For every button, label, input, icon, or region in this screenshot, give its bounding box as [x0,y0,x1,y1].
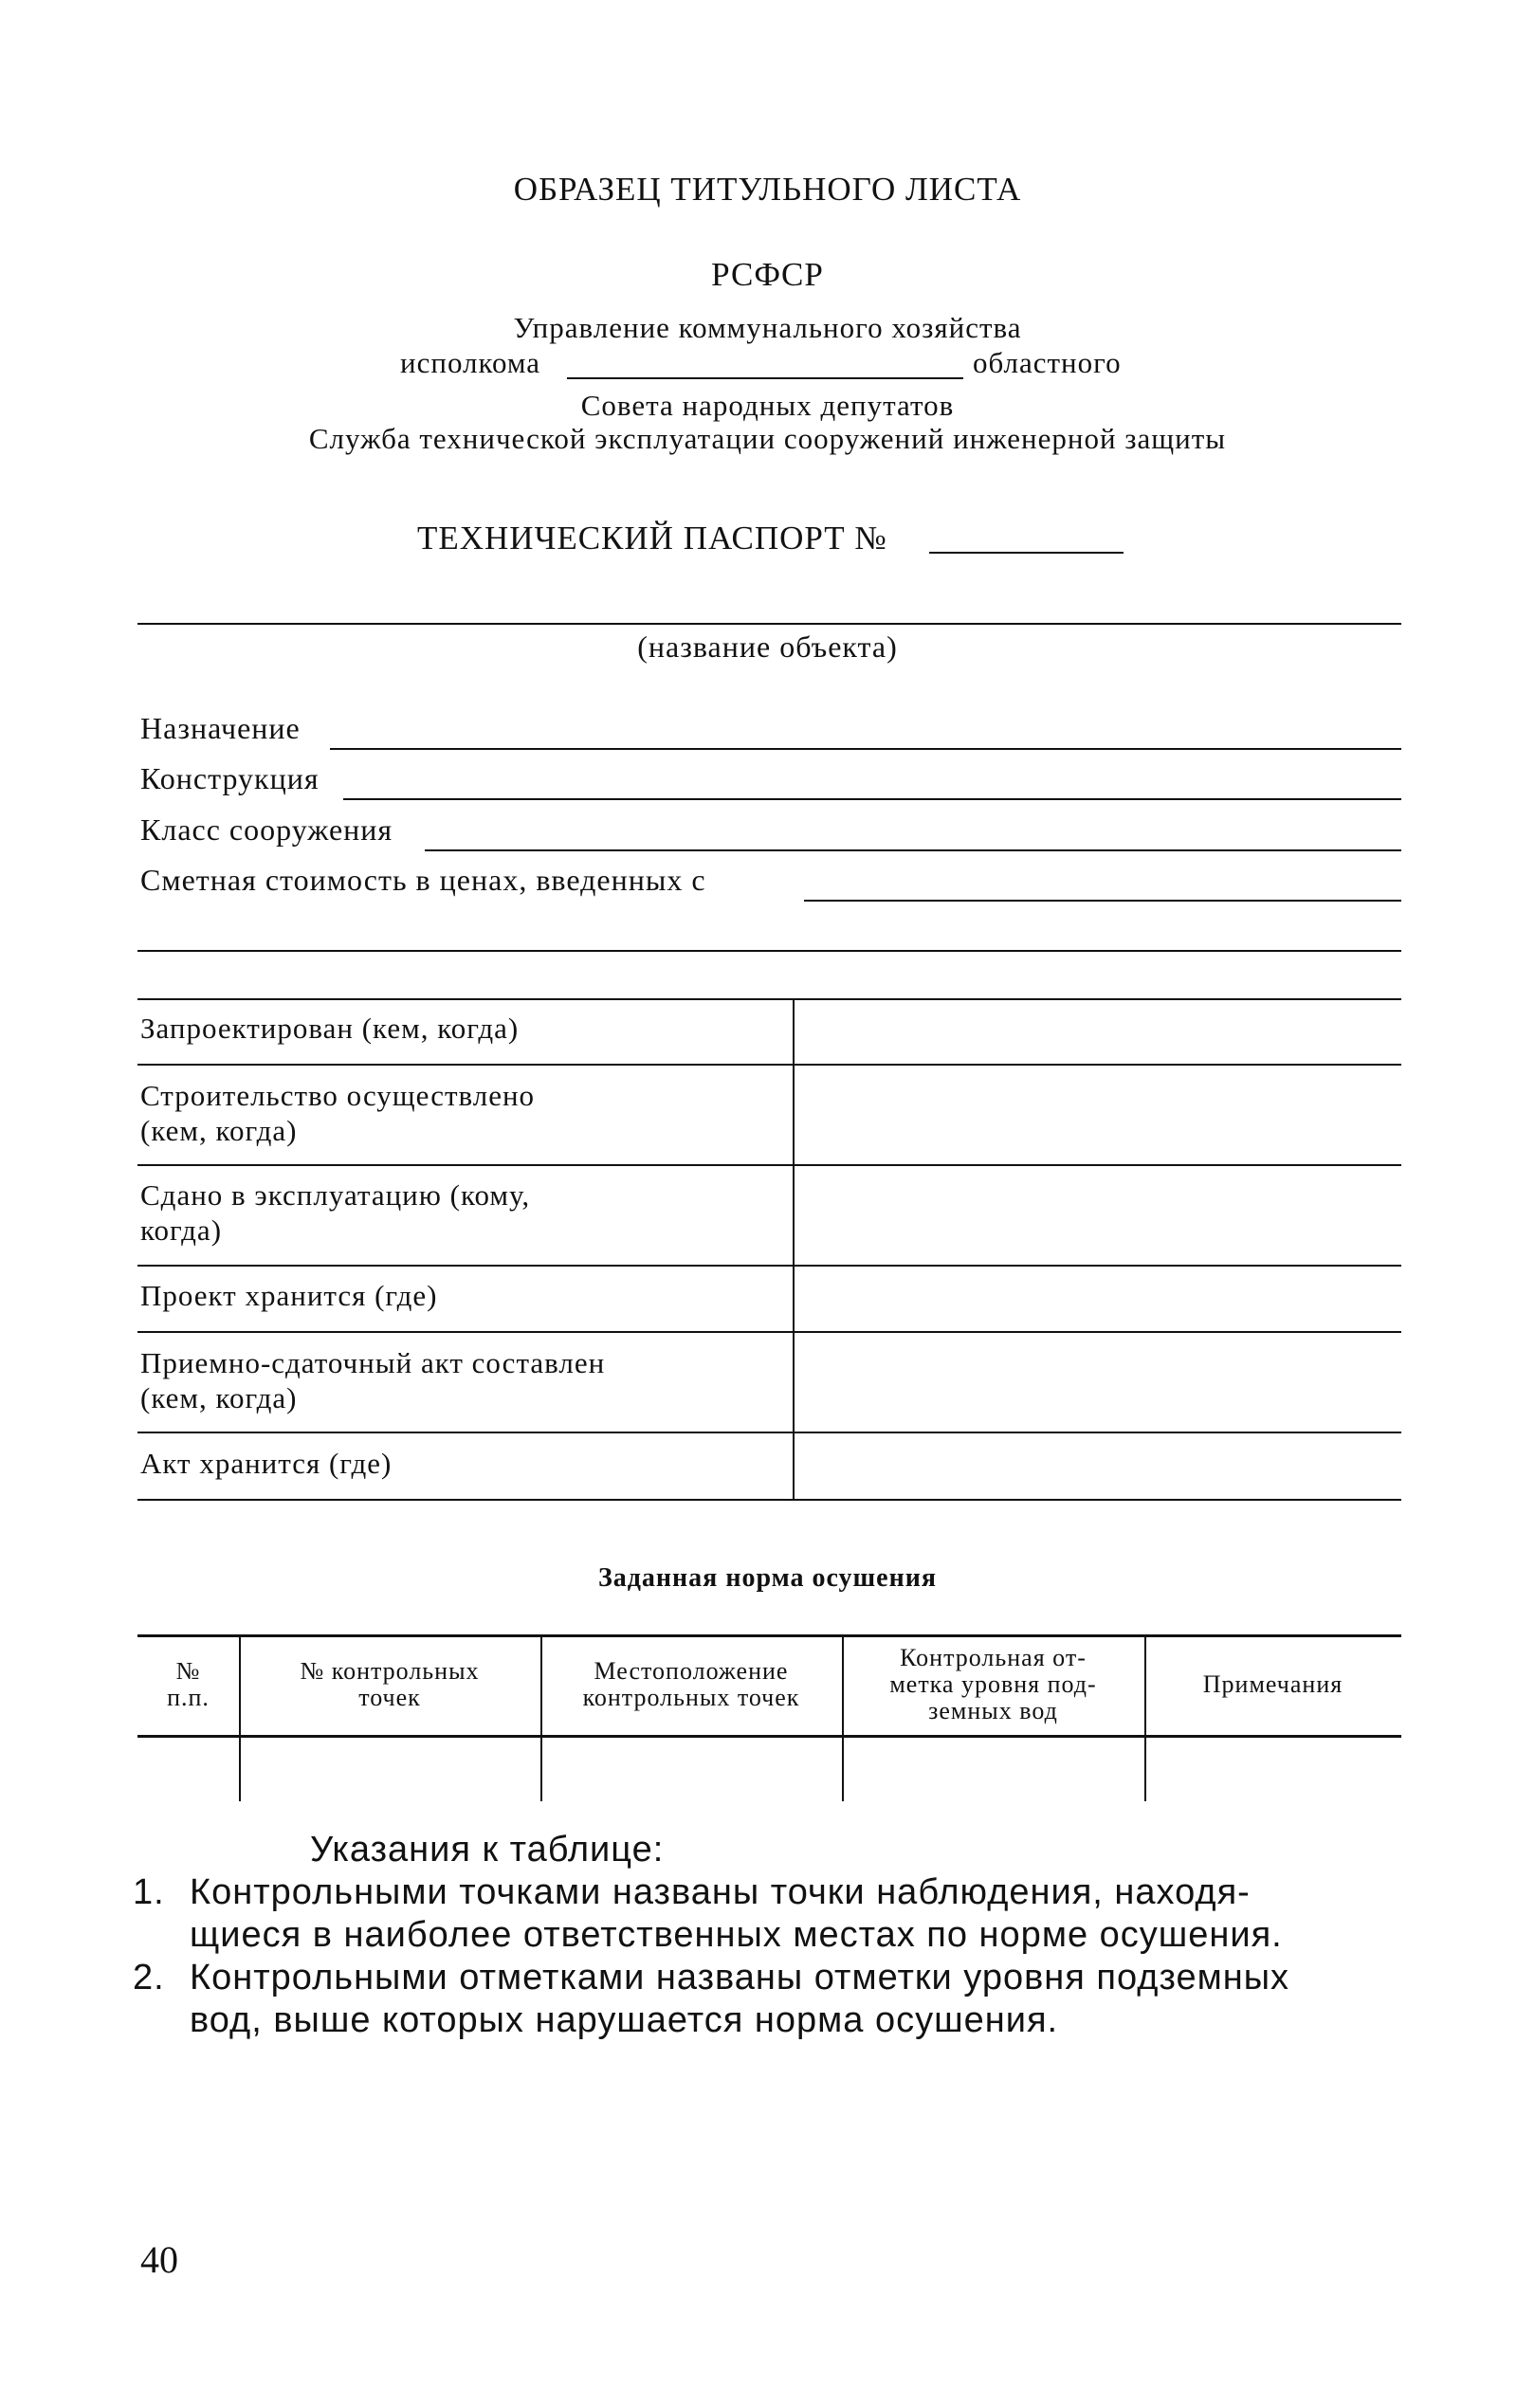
info-row-acceptance-act: Приемно-сдаточный акт составлен (кем, когда) [140,1346,606,1414]
cost-continuation-line [137,950,1401,952]
note-text: Контрольными отметками названы отметки уровня подземных [190,1958,1290,1998]
info-table-row-border [137,1064,1401,1066]
department-line-1: Управление коммунального хозяйства [513,311,1022,344]
field-cost-blank [804,900,1401,902]
field-cost-label: Сметная стоимость в ценах, введенных с [140,863,706,897]
info-table-row-border [137,1331,1401,1333]
note-number: 1. [133,1872,165,1912]
country-name: РСФСР [711,256,824,293]
field-class-label: Класс сооружения [140,812,393,847]
executive-committee-blank [567,377,963,379]
passport-label: ТЕХНИЧЕСКИЙ ПАСПОРТ № [417,520,887,556]
department-line-2-right: областного [973,346,1122,379]
note-text: щиеся в наиболее ответственных местах по норме осушения. [190,1915,1283,1955]
note-text: Контрольными точками названы точки наблюдения, находя- [190,1872,1251,1912]
page-number: 40 [140,2238,178,2281]
info-table-column-divider [793,998,795,1501]
norm-header-location: Местоположение контрольных точек [582,1657,800,1711]
info-table-row-border [137,1432,1401,1433]
page-title: ОБРАЗЕЦ ТИТУЛЬНОГО ЛИСТА [513,171,1022,208]
norm-table-top-border [137,1634,1401,1637]
note-number: 2. [133,1958,165,1998]
norm-header-control-points: № контрольных точек [300,1657,480,1711]
norm-table-column-divider [1144,1634,1146,1801]
info-row-project-stored: Проект хранится (где) [140,1279,438,1312]
notes-heading: Указания к таблице: [310,1830,665,1870]
info-row-designed: Запроектирован (кем, когда) [140,1012,520,1045]
info-row-construction: Строительство осуществлено (кем, когда) [140,1079,536,1147]
norm-header-groundwater-mark: Контрольная от- метка уровня под- земных вод [889,1644,1097,1724]
norm-header-notes: Примечания [1202,1670,1343,1698]
info-table-top-border [137,998,1401,1000]
field-class-blank [425,849,1401,851]
info-row-act-stored: Акт хранится (где) [140,1447,393,1480]
object-name-line [137,623,1401,625]
info-table-row-border [137,1164,1401,1166]
norm-header-number: № п.п. [167,1657,210,1711]
info-table-row-border [137,1265,1401,1267]
service-name: Служба технической эксплуатации сооружений инженерной защиты [308,422,1227,455]
field-purpose-label: Назначение [140,711,301,745]
department-line-3: Совета народных депутатов [580,389,955,422]
note-text: вод, выше которых нарушается норма осушения. [190,2000,1059,2040]
department-line-2-left: исполкома [400,346,541,379]
info-table-bottom-border [137,1499,1401,1501]
passport-number-blank [929,552,1124,554]
norm-table-title: Заданная норма осушения [597,1563,938,1593]
norm-table-header-border [137,1735,1401,1738]
field-construction-label: Конструкция [140,761,320,795]
info-row-commissioned: Сдано в эксплуатацию (кому, когда) [140,1178,531,1247]
object-name-caption: (название объекта) [637,629,898,664]
field-construction-blank [343,798,1401,800]
field-purpose-blank [330,748,1401,750]
